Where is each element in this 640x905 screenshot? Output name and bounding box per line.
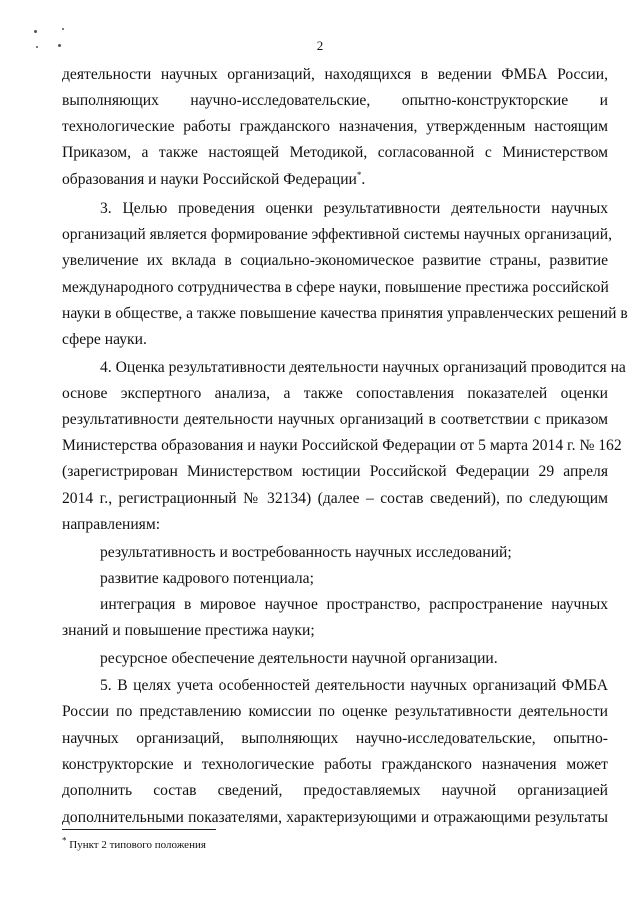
text-line: [100, 359, 626, 377]
scan-mark: [34, 30, 37, 33]
text-line-content: 2014 г., регистрационный № 32134) (далее – состав сведений), по следующим: [62, 490, 608, 507]
text-line-content: развитие кадрового потенциала;: [100, 570, 314, 587]
text-line: [62, 252, 608, 270]
text-line-content: 4. Оценка результативности деятельности научных организаций проводится на: [100, 359, 626, 376]
text-line: [62, 516, 608, 534]
text-line-content: сфере науки.: [62, 331, 147, 348]
text-line-content: результативности деятельности научных организаций в соответствии с приказом: [62, 411, 608, 428]
text-line: [62, 463, 608, 481]
text-line: [62, 279, 608, 297]
text-line: [62, 809, 608, 827]
text-line-content: Министерства образования и науки Российской Федерации от 5 марта 2014 г. № 162: [62, 437, 622, 454]
text-line: [62, 171, 608, 189]
text-line-content: 3. Целью проведения оценки результативности деятельности научных: [100, 200, 608, 217]
text-line-content: организаций является формирование эффективной системы научных организаций,: [62, 226, 613, 243]
footnote-marker: *: [62, 835, 67, 846]
text-line: [100, 570, 608, 588]
text-line: [62, 144, 608, 162]
text-line-content: дополнительными показателями, характеризующими и отражающими результаты: [62, 809, 608, 826]
footnote-text: Пункт 2 типового положения: [69, 839, 206, 851]
text-line: [62, 622, 608, 640]
text-line-content: направлениям:: [62, 516, 161, 533]
text-line-content: знаний и повышение престижа науки;: [62, 622, 315, 639]
text-line-tail: .: [361, 171, 366, 188]
text-line: [100, 200, 608, 218]
text-line: [100, 596, 608, 614]
text-line-content: науки в обществе, а также повышение качества принятия управленческих решений в: [62, 305, 628, 322]
text-line-content: России по представлению комиссии по оценке результативности деятельности: [62, 703, 608, 720]
text-line-content: результативность и востребованность научных исследований;: [100, 544, 512, 561]
text-line: [62, 92, 608, 110]
text-line: [62, 730, 608, 748]
text-line: [62, 331, 608, 349]
text-line-content: международного сотрудничества в сфере науки, повышение престижа российской: [62, 279, 609, 296]
text-line-content: деятельности научных организаций, находящихся в ведении ФМБА России,: [62, 66, 608, 83]
text-line-content: ресурсное обеспечение деятельности научной организации.: [100, 650, 498, 667]
text-line-content: образования и науки Российской Федерации: [62, 171, 357, 188]
text-line: [100, 650, 608, 668]
text-line: [62, 756, 608, 774]
text-line-content: конструкторские и технологические работы гражданского назначения может: [62, 756, 608, 773]
text-line-content: Приказом, а также настоящей Методикой, согласованной с Министерством: [62, 144, 608, 161]
text-line-content: интеграция в мировое научное пространство, распространение научных: [100, 596, 608, 613]
footnote: [62, 835, 206, 852]
text-line-content: (зарегистрирован Министерством юстиции Российской Федерации 29 апреля: [62, 463, 608, 480]
text-line: [62, 411, 608, 429]
text-line: [62, 226, 613, 244]
text-line: [62, 437, 622, 455]
text-line: [62, 305, 628, 323]
text-line: [62, 782, 608, 800]
text-line: [62, 385, 608, 403]
text-line-content: 5. В целях учета особенностей деятельности научных организаций ФМБА: [100, 677, 608, 694]
text-line-content: основе экспертного анализа, а также сопоставления показателей оценки: [62, 385, 608, 402]
text-line: [62, 66, 608, 84]
text-line: [100, 544, 608, 562]
text-line-content: увеличение их вклада в социально-экономическое развитие страны, развитие: [62, 252, 608, 269]
text-line: [100, 677, 608, 695]
scan-mark: [62, 28, 64, 30]
text-line: [62, 118, 608, 136]
footnote-separator: [62, 829, 216, 830]
text-line-content: научных организаций, выполняющих научно-исследовательские, опытно-: [62, 730, 608, 747]
text-line-content: технологические работы гражданского назначения, утвержденным настоящим: [62, 118, 608, 135]
text-line: [62, 703, 608, 721]
page-number: 2: [316, 38, 324, 53]
footnote-reference: *: [356, 169, 362, 180]
text-line-content: выполняющих научно-исследовательские, опытно-конструкторские и: [62, 92, 608, 109]
text-line: [62, 490, 608, 508]
text-line-content: дополнить состав сведений, предоставляемых научной организацией: [62, 782, 608, 799]
